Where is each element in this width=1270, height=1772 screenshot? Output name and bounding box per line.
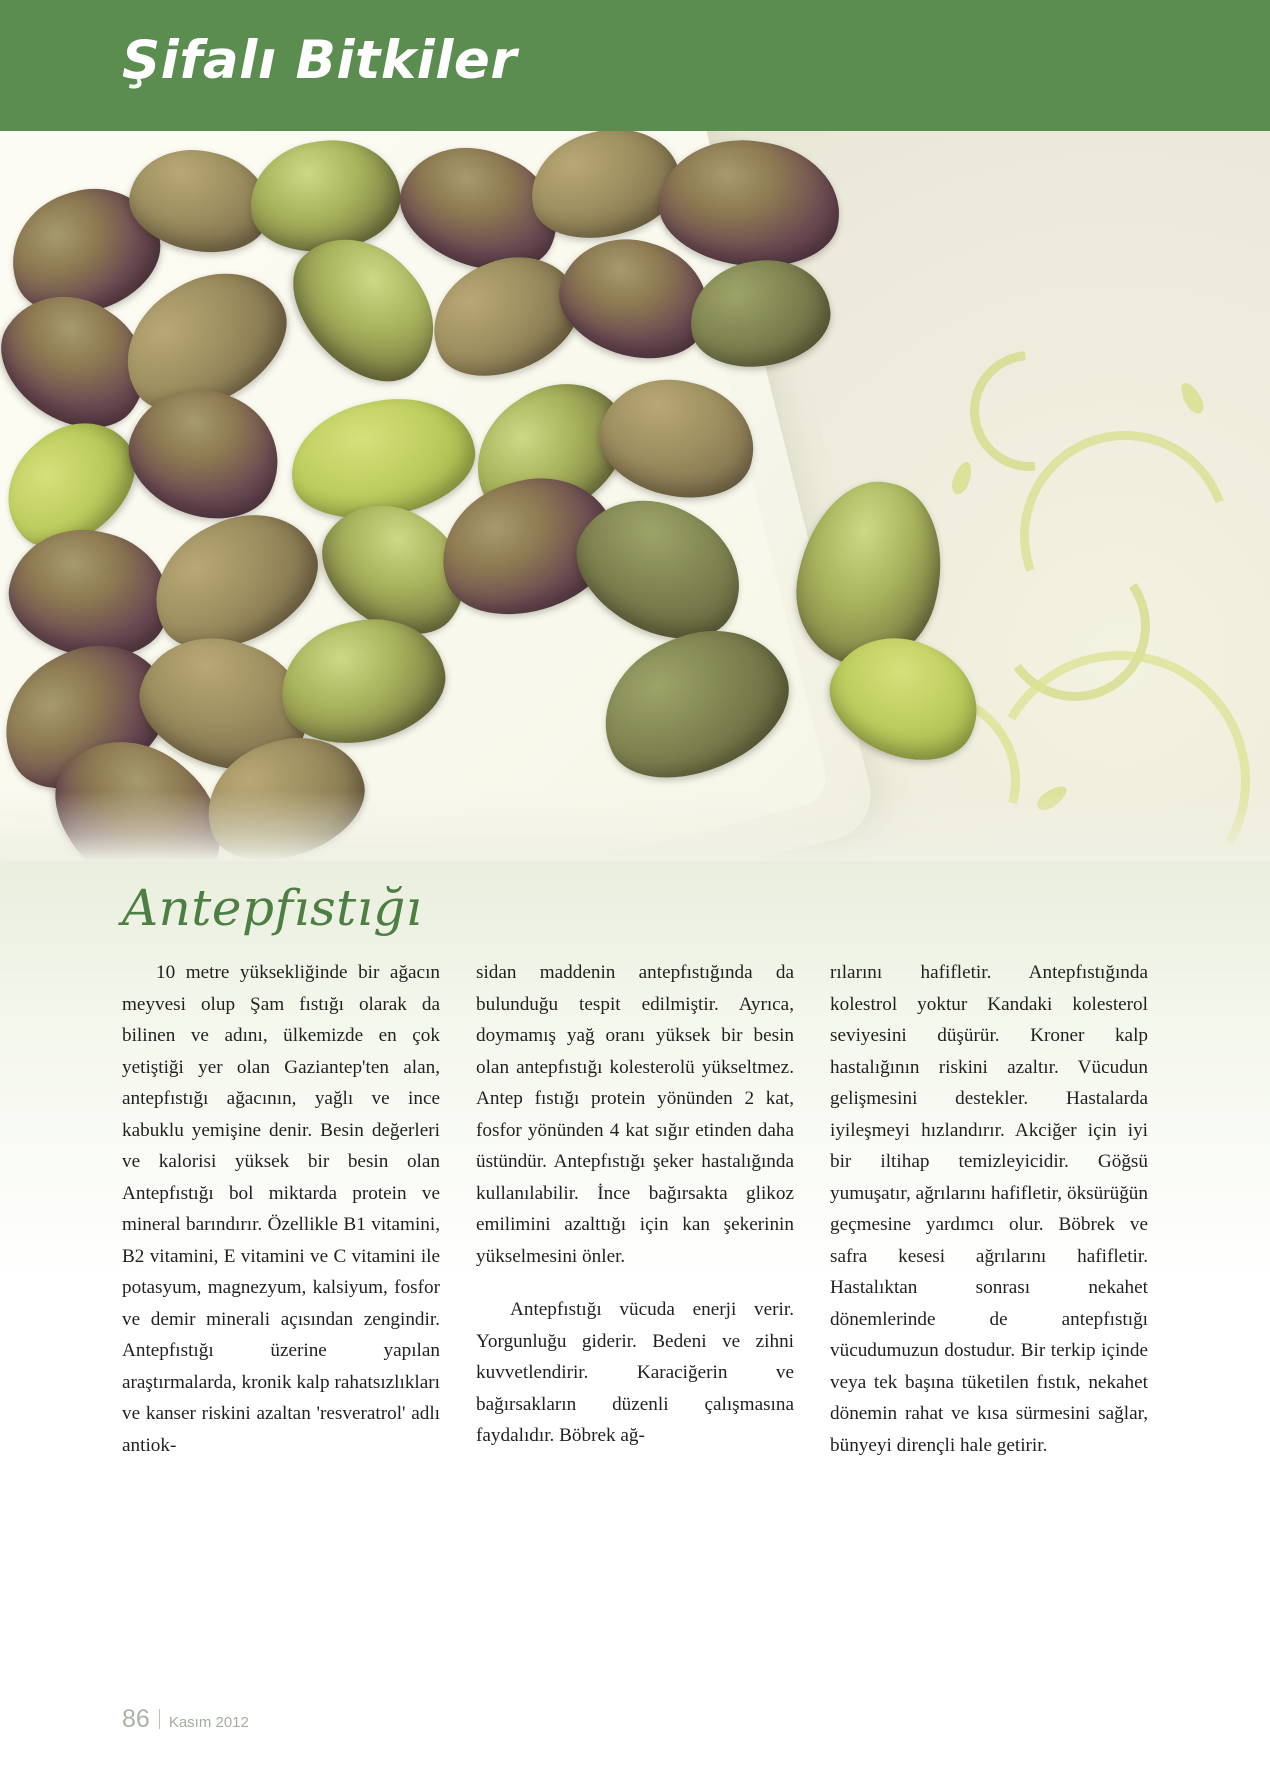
footer-divider: [159, 1709, 160, 1729]
page-number: 86: [122, 1705, 150, 1733]
article-column-1: [122, 957, 440, 1483]
article-columns: [122, 957, 1148, 1483]
paragraph: Antepfıstığı vücuda enerji verir. Yorgunluğu giderir. Bedeni ve zihni kuvvetlendirir. Karaciğerin ve bağırsakların düzenli çalışmasına faydalıdır. Böbrek ağ-: [476, 1299, 794, 1446]
paragraph: rılarını hafifletir. Antepfıstığında kolestrol yoktur Kandaki kolesterol seviyesini düşürür. Kroner kalp hastalığının riskini azaltır. Vücudun gelişmesini destekler. Hastalarda iyileşmeyi hızlandırır. Akciğer için iyi bir iltihap temizleyicidir. Göğsü yumuşatır, ağrılarını hafifletir, öksürüğün geçmesine yardımcı olur. Böbrek ve safra kesesi ağrılarını hafifletir. Hastalıktan sonrası nekahet dönemlerinde de antepfıstığı vücudumuzun dostudur. Bir terkip içinde veya tek başına tüketilen fıstık, nekahet dönemin rahat ve kısa sürmesini sağlar, bünyeyi dirençli hale getirir.: [830, 962, 1148, 1456]
paragraph: 10 metre yüksekliğinde bir ağacın meyvesi olup Şam fıstığı olarak da bilinen ve adını, ülkemizde en çok yetiştiği yer olan Gaziantep'ten alan, antepfıstığı ağacının, yağlı ve ince kabuklu yemişine denir. Besin değerleri ve kalorisi yüksek bir besin olan Antepfıstığı bol miktarda protein ve mineral barındırır. Özellikle B1 vitamini, B2 vitamini, E vitamini ve C vitamini ile potasyum, magnezyum, kalsiyum, fosfor ve demir minerali açısından zengindir. Antepfıstığı üzerine yapılan araştırmalarda, kronik kalp rahatsızlıkları ve kanser riskini azaltan 'resveratrol' adlı antiok-: [122, 962, 440, 1456]
issue-date: Kasım 2012: [168, 1714, 249, 1731]
photo-bottom-fade: [0, 791, 1270, 861]
paragraph: sidan maddenin antepfıstığında da bulunduğu tespit edilmiştir. Ayrıca, doymamış yağ oranı yüksek bir besin olan antepfıstığı kolesterolü yükseltmez. Antep fıstığı protein yönünden 2 kat, fosfor yönünden 4 kat sığır etinden daha üstündür. Antepfıstığı şeker hastalığında kullanılabilir. İnce bağırsakta glikoz emilimini azalttığı için kan şekerinin yükselmesini önler.: [476, 962, 794, 1267]
section-title: Şifalı Bitkiler: [122, 30, 518, 91]
page-footer: [122, 1705, 249, 1734]
article-column-2: [476, 957, 794, 1483]
section-banner: [0, 0, 1270, 131]
hero-photo: [0, 131, 1270, 861]
article-body: [0, 861, 1270, 1772]
article-column-3: [830, 957, 1148, 1483]
article-headline: Antepfıstığı: [122, 879, 423, 937]
